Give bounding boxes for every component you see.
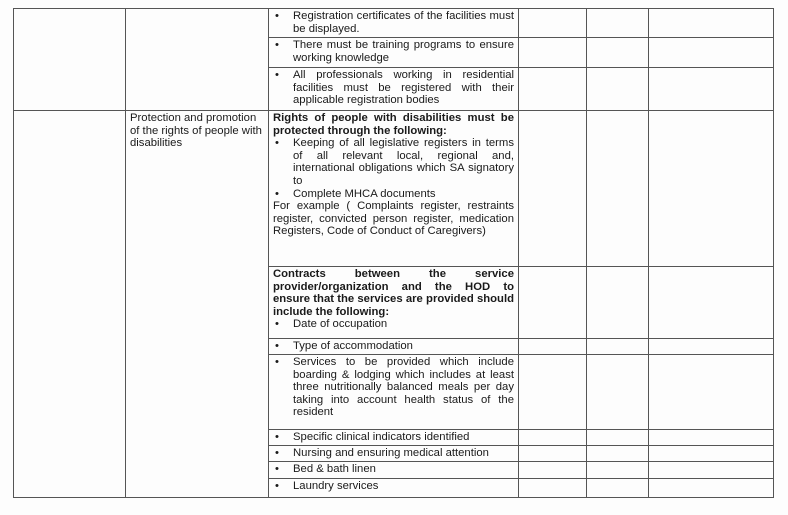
bullet-icon: •: [275, 137, 279, 150]
requirements-table: [13, 8, 774, 498]
bullet-icon: •: [275, 463, 279, 475]
table-row: • Laundry services: [14, 479, 774, 498]
requirement-cell: • Registration certificates of the facilities must be displayed.: [269, 9, 519, 38]
requirement-cell: • All professionals working in residential facilities must be registered with their applicable registration bodies: [269, 68, 519, 111]
table-row: • Nursing and ensuring medical attention: [14, 446, 774, 462]
table-row: • Bed & bath linen: [14, 462, 774, 479]
blank-cell: [126, 9, 269, 111]
bullet-icon: •: [275, 10, 279, 22]
bullet-icon: •: [275, 340, 279, 352]
requirement-cell: • There must be training programs to ensure working knowledge: [269, 38, 519, 68]
contracts-cell: Contracts between the service provider/organization and the HOD to ensure that the services are provided should include the following: • Date of occupation: [269, 267, 519, 339]
bullet-icon: •: [275, 187, 279, 200]
bullet-icon: •: [275, 318, 279, 331]
bullet-icon: •: [275, 356, 279, 368]
bullet-icon: •: [275, 69, 279, 81]
focus-area-cell: [126, 111, 269, 498]
table-row: [14, 9, 774, 38]
table-row: • Type of accommodation: [14, 339, 774, 355]
bullet-icon: •: [275, 480, 279, 492]
blank-cell: [14, 9, 126, 111]
table-row: • Specific clinical indicators identified: [14, 430, 774, 446]
rights-heading: Rights of people with disabilities must be protected through the following:: [273, 112, 514, 137]
focus-area-text: Protection and promotion of the rights of people with disabilities: [130, 112, 262, 150]
blank-cell: [14, 111, 126, 498]
contracts-heading: Contracts between the service provider/organization and the HOD to ensure that the services are provided should include the following:: [273, 268, 514, 318]
rights-cell: Rights of people with disabilities must be protected through the following: • Keeping of all legislative registers in terms of all relevant local, regional and, international obligations which SA signatory to • Complete MHCA documents For example ( Complaints register, restraints register, convicted person register, medication Registers, Code of Conduct of Caregivers): [269, 111, 519, 267]
rights-example: For example ( Complaints register, restraints register, convicted person register, medication Registers, Code of Conduct of Caregivers): [273, 200, 514, 238]
bullet-icon: •: [275, 431, 279, 443]
table-row: • Services to be provided which include boarding & lodging which includes at least three nutritionally balanced meals per day taking into account health status of the resident: [14, 355, 774, 430]
table-row: [14, 111, 774, 267]
bullet-icon: •: [275, 447, 279, 459]
bullet-icon: •: [275, 39, 279, 51]
